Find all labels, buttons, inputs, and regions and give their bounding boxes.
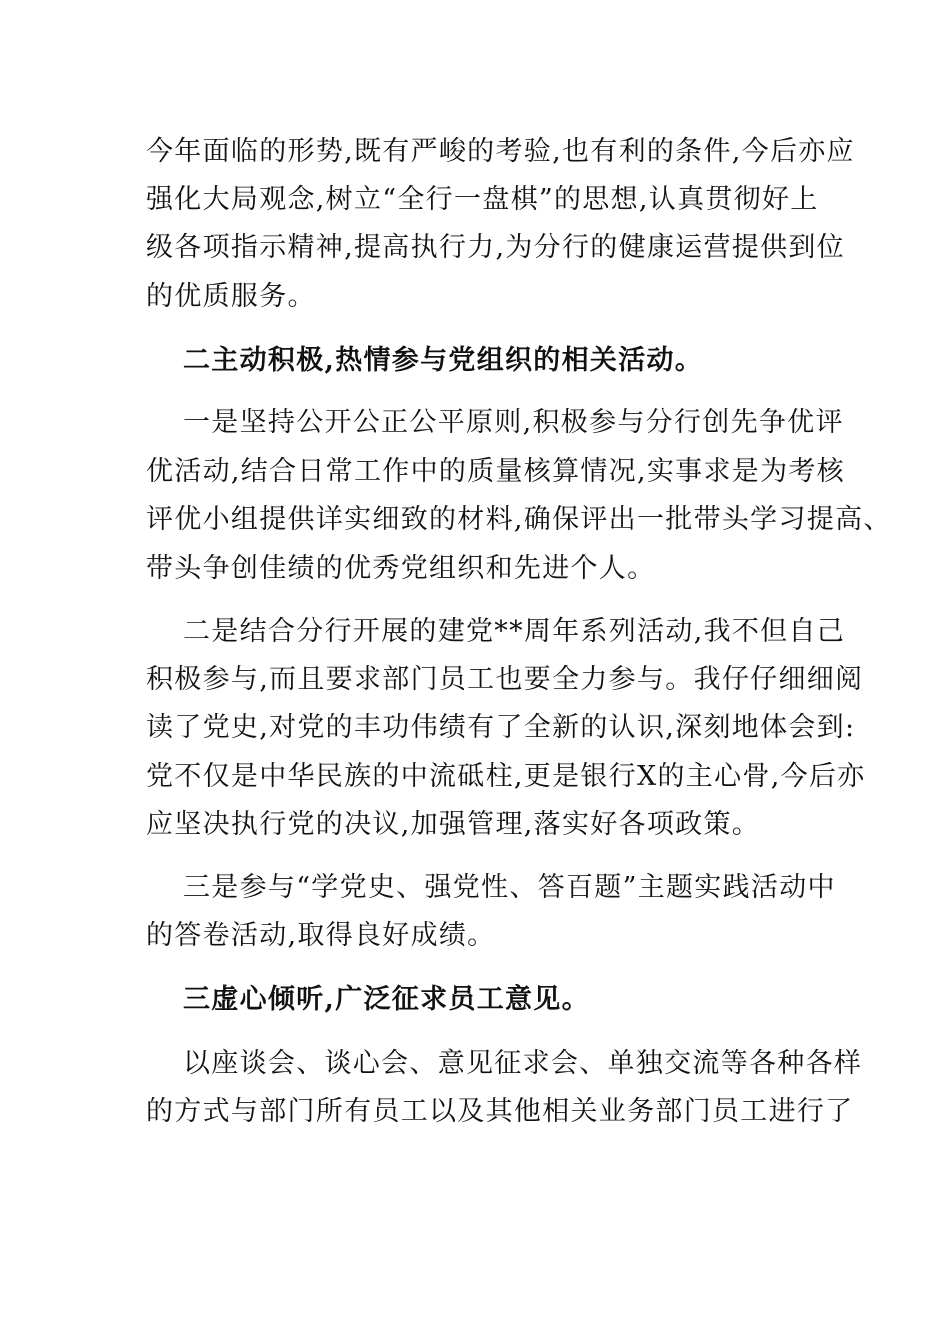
paragraph-line: 积极参与,而且要求部门员工也要全力参与。我仔仔细细阅 (146, 664, 864, 695)
paragraph-line: 党不仅是中华民族的中流砥柱,更是银行X的主心骨,今后亦 (146, 761, 866, 792)
paragraph-line: 带头争创佳绩的优秀党组织和先进个人。 (146, 553, 656, 584)
paragraph-line: 二是结合分行开展的建党**周年系列活动,我不但自己 (183, 616, 846, 647)
paragraph-line: 级各项指示精神,提高执行力,为分行的健康运营提供到位 (146, 232, 845, 263)
paragraph-line: 的方式与部门所有员工以及其他相关业务部门员工进行了 (146, 1096, 854, 1127)
section-heading: 二主动积极,热情参与党组织的相关活动。 (183, 345, 704, 376)
paragraph-line: 三是参与“学党史、强党性、答百题”主题实践活动中 (183, 872, 836, 903)
paragraph-line: 的优质服务。 (146, 281, 316, 312)
paragraph-line: 读了党史,对党的丰功伟绩有了全新的认识,深刻地体会到: (146, 712, 856, 743)
paragraph-line: 强化大局观念,树立“全行一盘棋”的思想,认真贯彻好上 (146, 184, 819, 215)
paragraph-line: 一是坚持公开公正公平原则,积极参与分行创先争优评 (183, 407, 844, 438)
paragraph-line: 评优小组提供详实细致的材料,确保评出一批带头学习提高、 (146, 504, 892, 535)
paragraph-line: 应坚决执行党的决议,加强管理,落实好各项政策。 (146, 809, 761, 840)
section-heading: 三虚心倾听,广泛征求员工意见。 (183, 984, 590, 1015)
paragraph-line: 以座谈会、谈心会、意见征求会、单独交流等各种各样 (183, 1048, 863, 1079)
paragraph-line: 优活动,结合日常工作中的质量核算情况,实事求是为考核 (146, 456, 845, 487)
paragraph-line: 今年面临的形势,既有严峻的考验,也有利的条件,今后亦应 (146, 136, 855, 167)
paragraph-line: 的答卷活动,取得良好成绩。 (146, 920, 496, 951)
